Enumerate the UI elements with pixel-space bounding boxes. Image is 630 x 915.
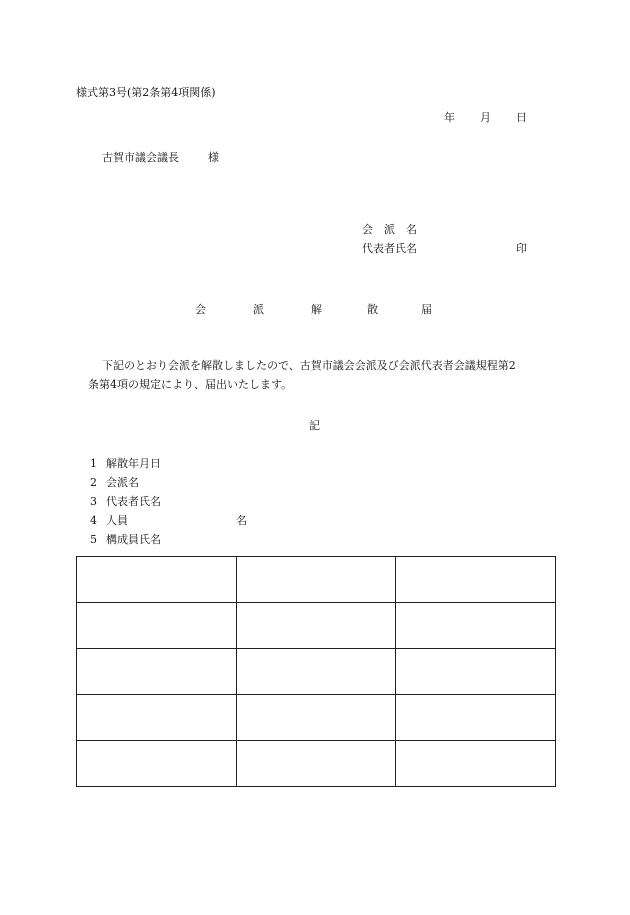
item-label: 解散年月日 [106, 457, 161, 470]
faction-name-label: 会 派 名 [362, 223, 417, 236]
table-cell[interactable] [236, 649, 396, 695]
form-number: 様式第3号(第2条第4項関係) [76, 86, 216, 99]
table-cell[interactable] [396, 649, 556, 695]
title-char: 解 [311, 303, 322, 316]
date-day: 日 [516, 111, 527, 124]
members-unit: 名 [236, 514, 247, 527]
addressee-name: 古賀市議会議長 [102, 151, 179, 164]
table-cell[interactable] [396, 603, 556, 649]
table-cell[interactable] [396, 557, 556, 603]
item-label: 会派名 [106, 476, 139, 489]
table-row [77, 741, 556, 787]
table-row [77, 695, 556, 741]
item-label: 構成員氏名 [106, 533, 161, 546]
table-cell[interactable] [77, 649, 237, 695]
item-label: 代表者氏名 [106, 495, 161, 508]
item-number: 2 [90, 476, 97, 489]
item-number: 4 [90, 514, 97, 527]
item-number: 5 [90, 533, 97, 546]
table-cell[interactable] [236, 557, 396, 603]
title-char: 届 [421, 303, 432, 316]
table-row [77, 649, 556, 695]
table-row [77, 603, 556, 649]
table-cell[interactable] [77, 741, 237, 787]
members-table [76, 556, 556, 787]
title-char: 派 [253, 303, 264, 316]
table-cell[interactable] [77, 603, 237, 649]
title-char: 散 [367, 303, 378, 316]
body-line-2: 条第4項の規定により、届出いたします。 [88, 378, 293, 391]
item-number: 1 [90, 457, 97, 470]
ki-heading: 記 [309, 419, 320, 432]
table-cell[interactable] [396, 695, 556, 741]
table-cell[interactable] [236, 603, 396, 649]
table-cell[interactable] [77, 695, 237, 741]
item-label: 人員 [106, 514, 128, 527]
date-month: 月 [480, 111, 491, 124]
table-cell[interactable] [236, 695, 396, 741]
addressee-honorific: 様 [208, 151, 219, 164]
item-number: 3 [90, 495, 97, 508]
representative-label: 代表者氏名 [362, 242, 417, 255]
table-cell[interactable] [236, 741, 396, 787]
table-cell[interactable] [77, 557, 237, 603]
table-cell[interactable] [396, 741, 556, 787]
body-line-1: 下記のとおり会派を解散しましたので、古賀市議会会派及び会派代表者会議規程第2 [102, 359, 516, 372]
title-char: 会 [195, 303, 206, 316]
seal-mark: 印 [516, 242, 527, 255]
date-year: 年 [444, 111, 455, 124]
table-row [77, 557, 556, 603]
